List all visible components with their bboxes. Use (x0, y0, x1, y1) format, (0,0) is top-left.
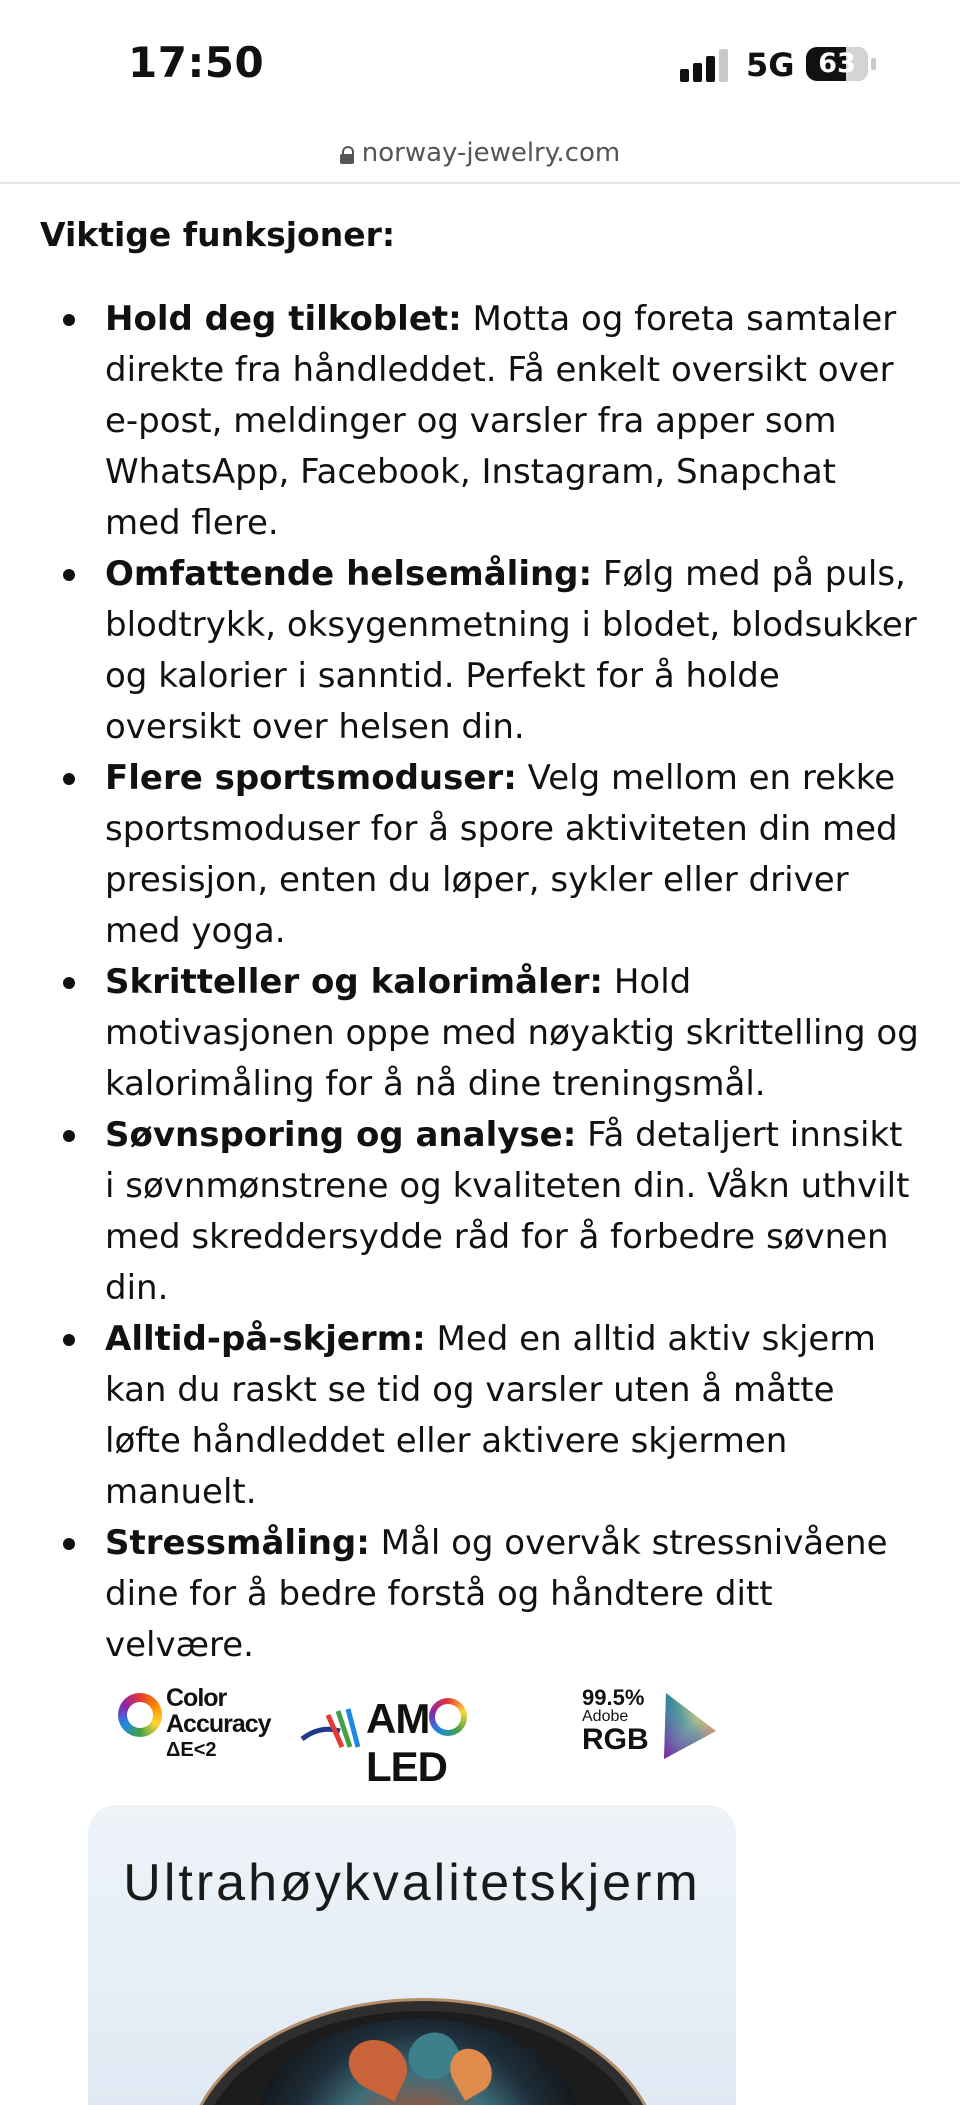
feature-title: Alltid-på-skjerm: (105, 1319, 426, 1359)
list-item (40, 1518, 920, 1671)
amoled-stripes-icon (300, 1703, 360, 1753)
feature-title: Flere sportsmoduser: (105, 758, 517, 798)
amoled-badge (300, 1685, 540, 1790)
bullet-icon (63, 977, 75, 989)
bullet-icon (63, 1334, 75, 1346)
feature-text: Motta og foreta samtaler direkte fra håndleddet. Få enkelt oversikt over e-post, meldinger og varsler fra apper som WhatsApp, Facebook, Instagram, Snapchat med flere. (105, 299, 897, 543)
battery-icon (806, 47, 868, 81)
network-type: 5G (746, 46, 795, 84)
bullet-icon (63, 569, 75, 581)
color-accuracy-badge (118, 1684, 271, 1775)
feature-title: Stressmåling: (105, 1523, 370, 1563)
rgb-adobe: Adobe (582, 1708, 629, 1725)
amoled-o-icon (429, 1698, 467, 1736)
rgb-percent: 99.5% (582, 1685, 645, 1710)
feature-text: Med en alltid aktiv skjerm kan du raskt se tid og varsler uten å måtte løfte håndleddet eller aktivere skjermen manuelt. (105, 1319, 876, 1512)
feature-title: Skritteller og kalorimåler: (105, 962, 604, 1002)
status-bar (0, 0, 960, 130)
rgb-label: RGB (582, 1723, 649, 1756)
color-accuracy-line1: Color (166, 1684, 227, 1712)
list-item (40, 753, 920, 957)
battery-tip (871, 58, 876, 70)
bullet-icon (63, 1130, 75, 1142)
amoled-text-post: LED (366, 1743, 447, 1790)
bullet-icon (63, 1538, 75, 1550)
amoled-text-pre: AM (366, 1695, 430, 1742)
url-text: norway-jewelry.com (361, 138, 621, 168)
browser-address-bar[interactable] (0, 130, 960, 184)
feature-text: Få detaljert innsikt i søvnmønstrene og kvaliteten din. Våkn uthvilt med skreddersydde råd for å forbedre søvnen din. (105, 1115, 910, 1308)
feature-text: Følg med på puls, blodtrykk, oksygenmetning i blodet, blodsukker og kalorier i sanntid. Perfekt for å holde oversikt over helsen din. (105, 554, 917, 747)
list-item (40, 1110, 920, 1314)
display-promo-banner (88, 1805, 736, 2105)
feature-title: Omfattende helsemåling: (105, 554, 593, 594)
status-time: 17:50 (128, 38, 265, 87)
feature-text: Velg mellom en rekke sportsmoduser for å spore aktiviteten din med presisjon, enten du løper, sykler eller driver med yoga. (105, 758, 898, 951)
feature-list (40, 294, 920, 1671)
adobe-rgb-badge (582, 1685, 732, 1775)
feature-title: Hold deg tilkoblet: (105, 299, 462, 339)
product-description (40, 210, 920, 1671)
promo-title: Ultrahøykvalitetskjerm (123, 1854, 701, 1912)
battery-level: 63 (818, 48, 856, 79)
bullet-icon (63, 773, 75, 785)
feature-text: Hold motivasjonen oppe med nøyaktig skrittelling og kalorimåling for å nå dine treningsmål. (105, 962, 919, 1104)
cellular-signal-icon (680, 48, 730, 82)
lock-icon (340, 146, 354, 164)
bullet-icon (63, 314, 75, 326)
color-ring-icon (118, 1693, 162, 1737)
color-accuracy-line2: Accuracy (166, 1710, 271, 1738)
smartwatch-image (188, 2001, 658, 2105)
display-spec-badges (118, 1684, 758, 1790)
features-heading: Viktige funksjoner: (40, 215, 396, 254)
color-accuracy-line3: ΔE<2 (166, 1739, 217, 1761)
list-item (40, 549, 920, 753)
list-item (40, 957, 920, 1110)
feature-title: Søvnsporing og analyse: (105, 1115, 577, 1155)
list-item (40, 1314, 920, 1518)
list-item (40, 294, 920, 549)
color-gamut-triangle-icon (652, 1691, 718, 1761)
feature-text: Mål og overvåk stressnivåene dine for å bedre forstå og håndtere ditt velvære. (105, 1523, 888, 1665)
